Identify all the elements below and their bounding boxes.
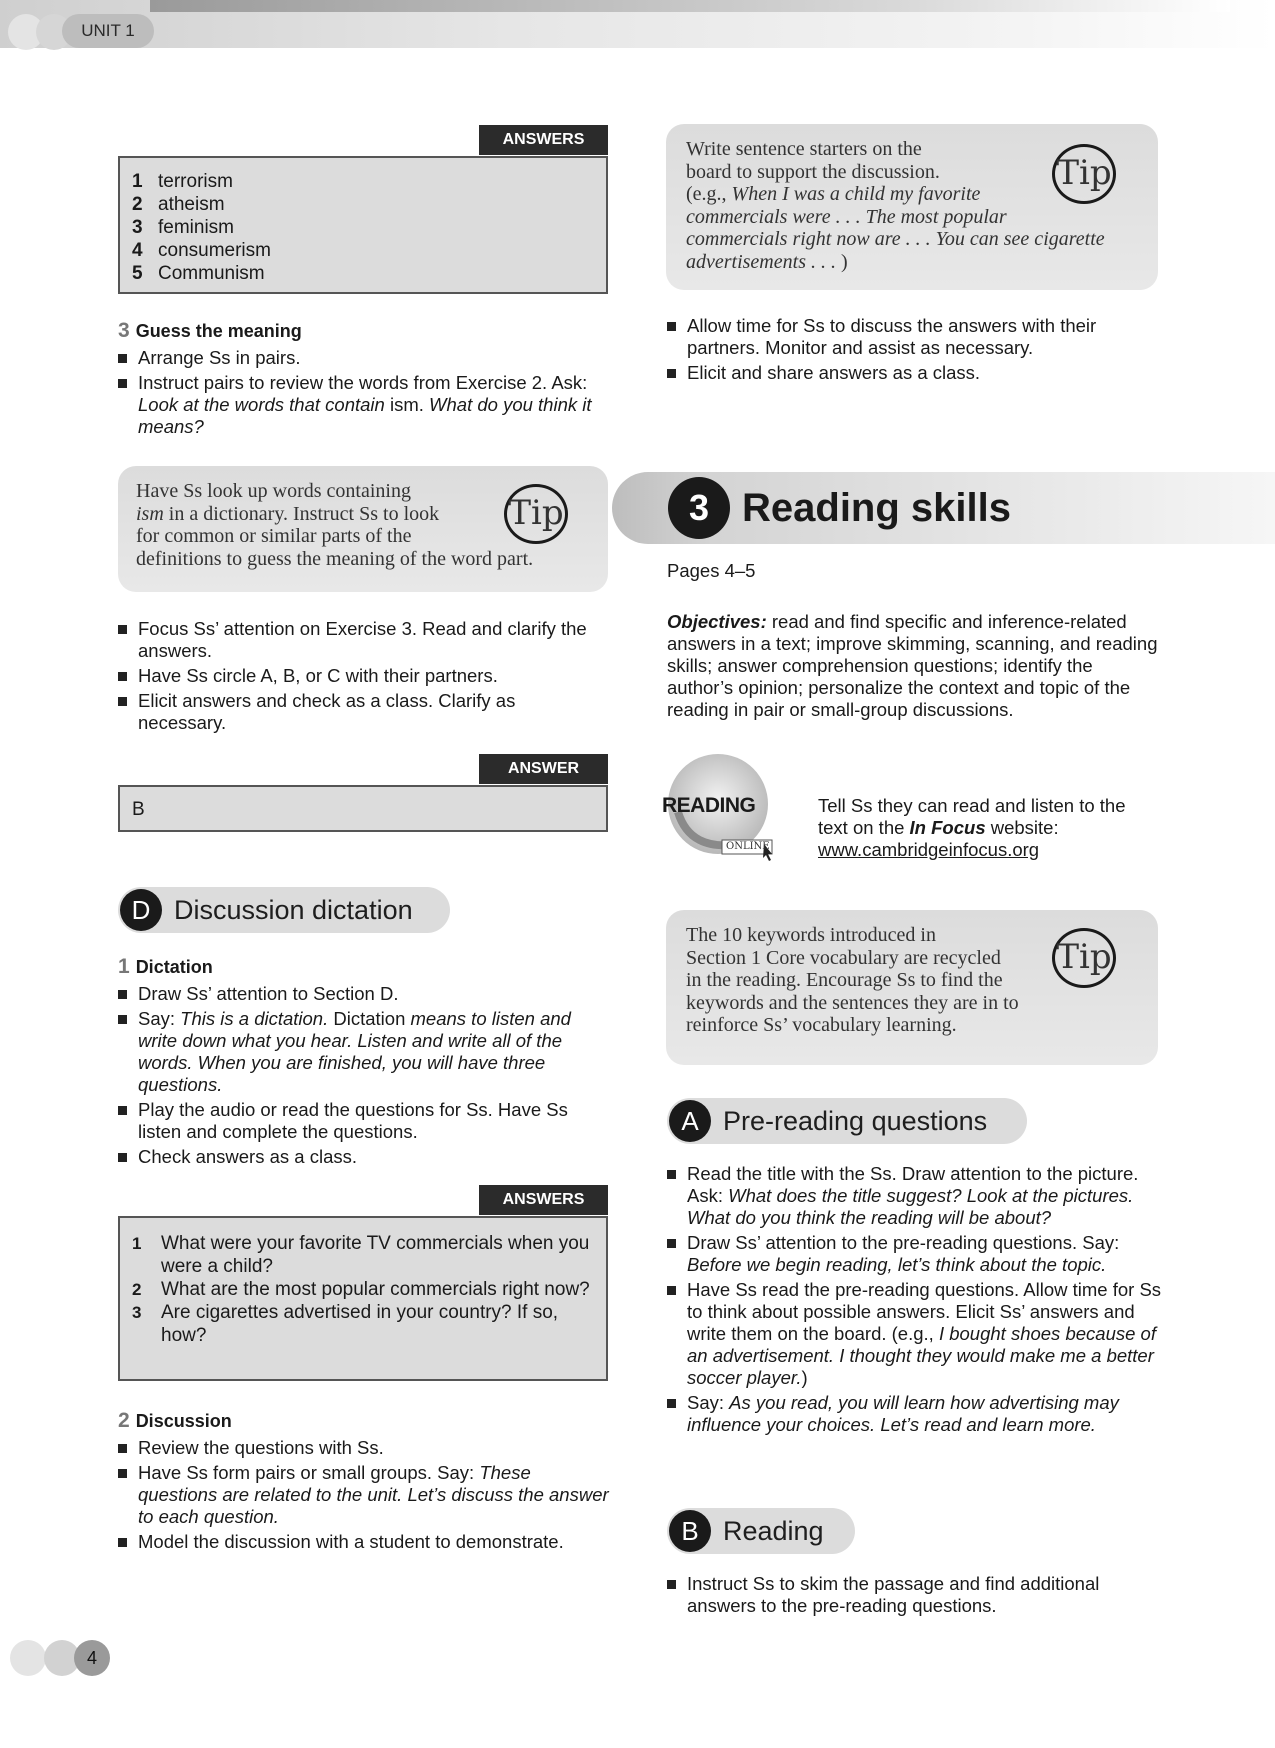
bullet-item: Instruct Ss to skim the passage and find additional answers to the pre-reading questions.: [667, 1573, 1163, 1617]
allow-bullets: [667, 315, 1161, 387]
section-b-header: [667, 1508, 855, 1554]
tip-box-3: The 10 keywords introduced in Section 1 Core vocabulary are recycled in the reading. Encourage Ss to find the keywords and the sentences they are in to reinforce Ss’ vocabulary learning. Tip: [666, 910, 1158, 1065]
tip-icon: Tip: [1052, 928, 1116, 988]
bullet-item: Elicit answers and check as a class. Clarify as necessary.: [118, 690, 608, 734]
guess-meaning-section: [118, 320, 608, 441]
subheading-dictation: 1 Dictation: [118, 955, 213, 978]
section-title: Discussion dictation: [174, 895, 413, 925]
bullet-item: Read the title with the Ss. Draw attention to the picture. Ask: What does the title suggest? Look at the pictures. What do you think the reading will be about?: [667, 1163, 1163, 1229]
bullet-item: Draw Ss’ attention to the pre-reading questions. Say: Before we begin reading, let’s think about the topic.: [667, 1232, 1163, 1276]
section-letter-d: D: [120, 889, 162, 931]
bullet-item: Elicit and share answers as a class.: [667, 362, 1161, 384]
section-a-header: [667, 1098, 1027, 1144]
answer-tab: ANSWER: [479, 754, 608, 784]
answer-item: 1 terrorism: [132, 171, 233, 192]
decorative-circle: [10, 1640, 46, 1676]
answers-box-3: [118, 1216, 608, 1381]
subheading-guess: 3 Guess the meaning: [118, 319, 302, 342]
unit-label: UNIT 1: [62, 14, 154, 48]
answer-item: 3 feminism: [132, 217, 235, 238]
section-d-header: [118, 887, 450, 933]
badge-reading-text: READING: [662, 794, 756, 817]
bullet-item: Model the discussion with a student to demonstrate.: [118, 1531, 612, 1553]
section-title: Pre-reading questions: [723, 1106, 988, 1136]
section-title: Reading: [723, 1516, 824, 1546]
bullet-item: Have Ss form pairs or small groups. Say: These questions are related to the unit. Let’s discuss the answer to each question.: [118, 1462, 612, 1528]
bullet-item: Have Ss read the pre-reading questions. Allow time for Ss to think about possible answers. Elicit Ss’ answers and write them on the board. (e.g., I bought shoes because of an advertisement. I thought they would make me a better soccer player.): [667, 1279, 1163, 1389]
bullet-item: Check answers as a class.: [118, 1146, 612, 1168]
page-range: Pages 4–5: [667, 560, 756, 581]
answer-item: 2 atheism: [132, 194, 225, 215]
bullet-item: Play the audio or read the questions for Ss. Have Ss listen and complete the questions.: [118, 1099, 612, 1143]
answer-item: 1 What were your favorite TV commercials when you were a child?: [132, 1233, 590, 1277]
bullet-item: Focus Ss’ attention on Exercise 3. Read and clarify the answers.: [118, 618, 608, 662]
tip-box-2: Write sentence starters on the board to support the discussion. (e.g., When I was a child my favorite commercials were . . . The most popular commercials right now are . . . You can see cigarette advertisements . . . ) Tip: [666, 124, 1158, 290]
bullet-item: Have Ss circle A, B, or C with their partners.: [118, 665, 608, 687]
section-number-3: 3: [668, 477, 730, 539]
online-info: Tell Ss they can read and listen to the text on the In Focus website: www.cambridgeinfocus.org: [818, 795, 1126, 860]
section-letter-a: A: [669, 1100, 711, 1142]
tip-box-1: Have Ss look up words containing ism in a dictionary. Instruct Ss to look for common or similar parts of the definitions to guess the meaning of the word part. Tip: [118, 466, 608, 592]
bullet-item: Draw Ss’ attention to Section D.: [118, 983, 612, 1005]
answer-item: 5 Communism: [132, 263, 265, 284]
answer-item: 2 What are the most popular commercials right now?: [132, 1279, 590, 1300]
section-letter-b: B: [669, 1510, 711, 1552]
website-link[interactable]: www.cambridgeinfocus.org: [818, 839, 1040, 860]
dictation-section: [118, 956, 612, 1171]
page-number: 4: [74, 1640, 110, 1676]
answer-item: 4 consumerism: [132, 240, 271, 261]
bullet-item: Say: This is a dictation. Dictation means to listen and write down what you hear. Listen and write all of the words. When you are finished, you will have three questions.: [118, 1008, 612, 1096]
answers-box-1: [118, 156, 608, 294]
answer-item: 3 Are cigarettes advertised in your country? If so, how?: [132, 1302, 559, 1346]
bullet-item: Arrange Ss in pairs.: [118, 347, 608, 369]
bullet-item: Review the questions with Ss.: [118, 1437, 612, 1459]
bullet-item: Say: As you read, you will learn how advertising may influence your choices. Let’s read and learn more.: [667, 1392, 1163, 1436]
answers-tab: ANSWERS: [479, 125, 608, 155]
discussion-section: [118, 1410, 612, 1556]
bullet-item: Allow time for Ss to discuss the answers with their partners. Monitor and assist as necessary.: [667, 315, 1161, 359]
header-gradient-band: [150, 0, 1230, 12]
tip-icon: Tip: [504, 484, 568, 544]
bullet-item: Instruct pairs to review the words from Exercise 2. Ask: Look at the words that contain ism. What do you think it means?: [118, 372, 608, 438]
answers-tab: ANSWERS: [479, 1185, 608, 1215]
focus-bullets: [118, 618, 608, 737]
subheading-discussion: 2 Discussion: [118, 1409, 232, 1432]
prereading-bullets: [667, 1163, 1163, 1439]
reading-bullets: [667, 1573, 1163, 1620]
answer-box-2: B: [118, 785, 608, 832]
objectives: Objectives: read and find specific and inference-related answers in a text; improve skimming, scanning, and reading skills; answer comprehension questions; identify the author’s opinion; personalize the context and topic of the reading in pair or small-group discussions.: [667, 611, 1158, 720]
reading-online-badge[interactable]: [660, 752, 784, 862]
section-title-reading-skills: Reading skills: [742, 486, 1011, 530]
tip-icon: Tip: [1052, 144, 1116, 204]
badge-online-text: ONLINE: [726, 841, 770, 852]
